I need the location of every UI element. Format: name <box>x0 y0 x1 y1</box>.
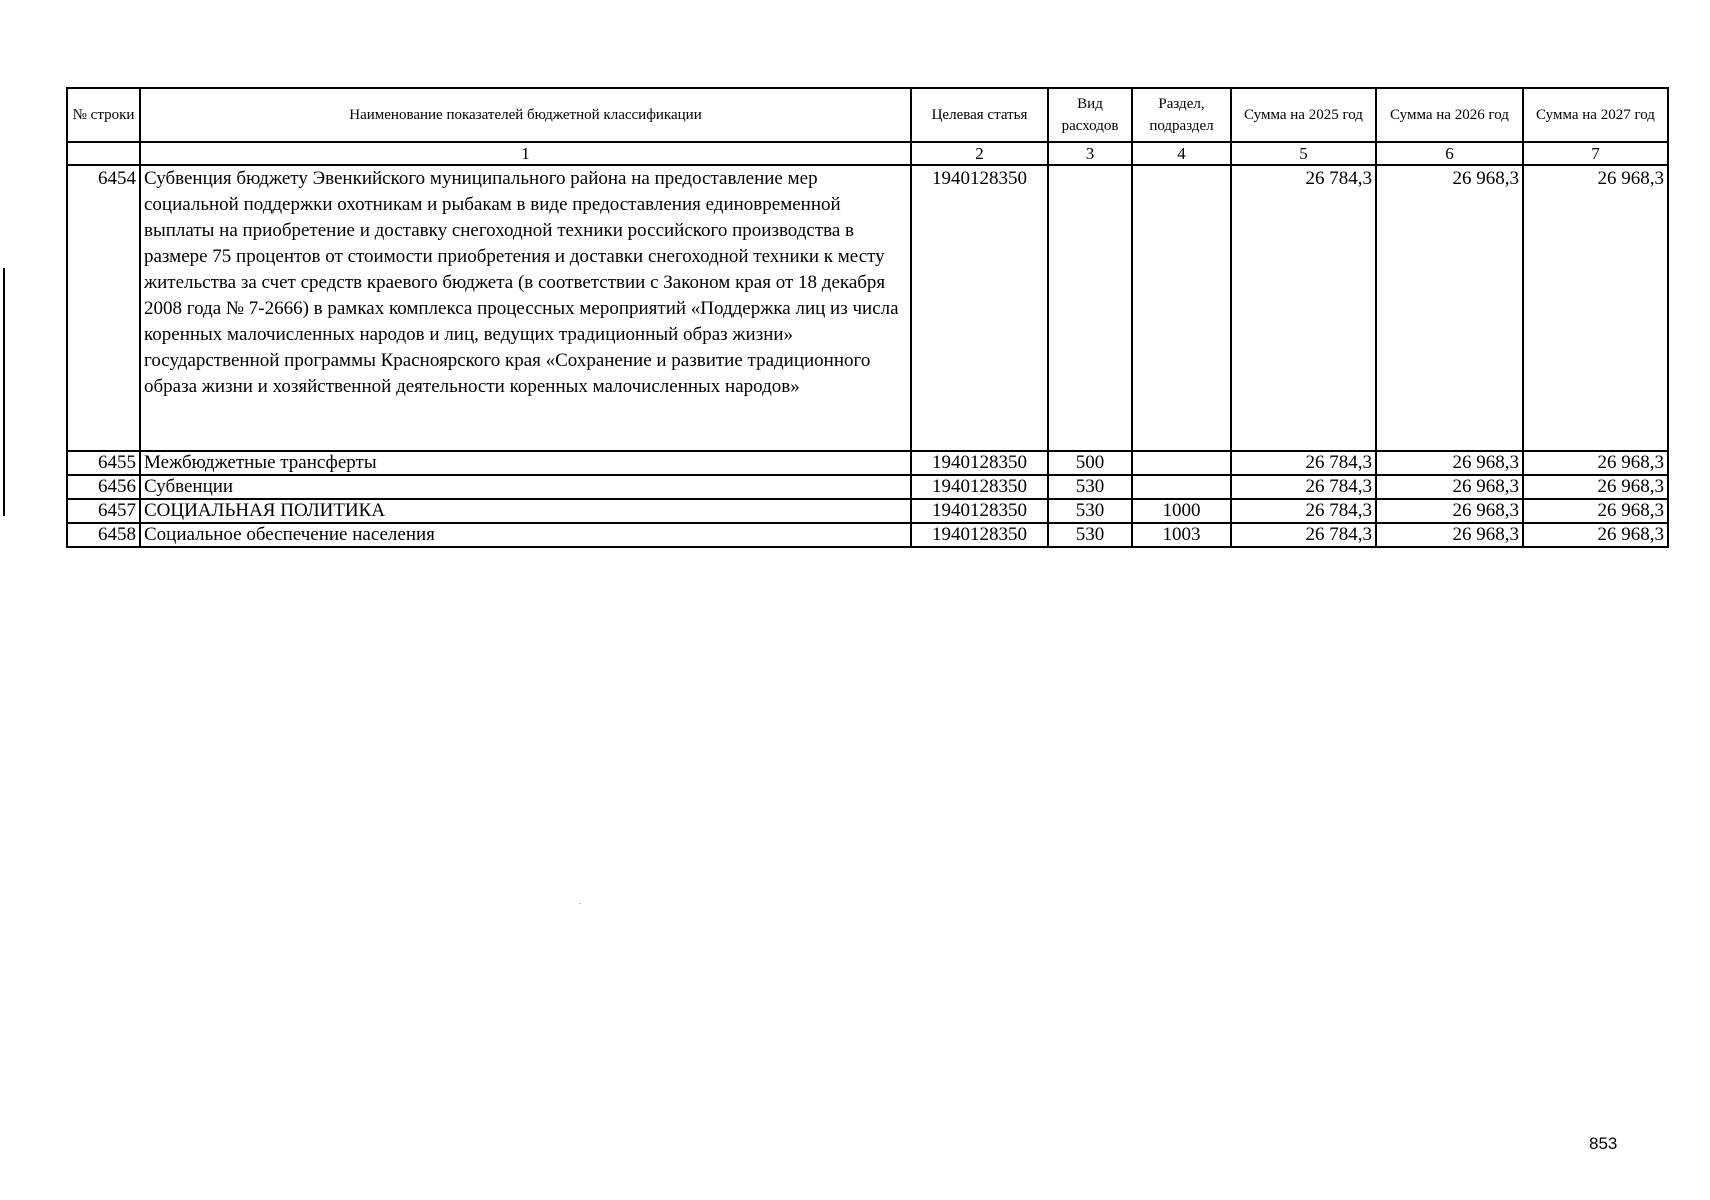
header-section: Раздел, подраздел <box>1132 88 1231 142</box>
table-row <box>67 165 1668 451</box>
header-name: Наименование показателей бюджетной классификации <box>140 88 911 142</box>
expense-type-cell: 530 <box>1048 523 1132 547</box>
table-row <box>67 499 1668 523</box>
row-name-cell: Социальное обеспечение населения <box>140 523 911 547</box>
scan-speck <box>579 903 581 904</box>
header-row-no: № строки <box>67 88 140 142</box>
header-sum-2026: Сумма на 2026 год <box>1376 88 1523 142</box>
expense-type-cell: 500 <box>1048 451 1132 475</box>
target-article-cell: 1940128350 <box>911 523 1048 547</box>
scan-edge-mark <box>3 268 5 516</box>
sum-2025-cell: 26 784,3 <box>1231 451 1376 475</box>
row-number-cell: 6456 <box>67 475 140 499</box>
sum-2027-cell: 26 968,3 <box>1523 523 1668 547</box>
sum-2025-cell: 26 784,3 <box>1231 165 1376 451</box>
sum-2027-cell: 26 968,3 <box>1523 451 1668 475</box>
budget-table <box>66 87 1669 548</box>
row-number-cell: 6457 <box>67 499 140 523</box>
sum-2026-cell: 26 968,3 <box>1376 523 1523 547</box>
sum-2027-cell: 26 968,3 <box>1523 165 1668 451</box>
target-article-cell: 1940128350 <box>911 165 1048 451</box>
sum-2025-cell: 26 784,3 <box>1231 523 1376 547</box>
page-number: 853 <box>1589 1134 1618 1153</box>
header-target-article: Целевая статья <box>911 88 1048 142</box>
sum-2026-cell: 26 968,3 <box>1376 499 1523 523</box>
target-article-cell: 1940128350 <box>911 499 1048 523</box>
table-row <box>67 451 1668 475</box>
target-article-cell: 1940128350 <box>911 451 1048 475</box>
column-number: 6 <box>1376 142 1523 165</box>
expense-type-cell <box>1048 165 1132 451</box>
row-name-cell: Субвенция бюджету Эвенкийского муниципального района на предоставление мер социальной поддержки охотникам и рыбакам в виде предоставления единовременной выплаты на приобретение и доставку снегоходной техники российского производства в размере 75 процентов от стоимости приобретения и доставки снегоходной техники к месту жительства за счет средств краевого бюджета (в соответствии с Законом края от 18 декабря 2008 года № 7-2666) в рамках комплекса процессных мероприятий «Поддержка лиц из числа коренных малочисленных народов и лиц, ведущих традиционный образ жизни» государственной программы Красноярского края «Сохранение и развитие традиционного образа жизни и хозяйственной деятельности коренных малочисленных народов» <box>140 165 911 451</box>
sum-2027-cell: 26 968,3 <box>1523 499 1668 523</box>
expense-type-cell: 530 <box>1048 499 1132 523</box>
column-number: 1 <box>140 142 911 165</box>
column-number-row <box>67 142 1668 165</box>
row-name-cell: Межбюджетные трансферты <box>140 451 911 475</box>
header-expense-type: Вид расходов <box>1048 88 1132 142</box>
sum-2026-cell: 26 968,3 <box>1376 451 1523 475</box>
expense-type-cell: 530 <box>1048 475 1132 499</box>
section-cell: 1000 <box>1132 499 1231 523</box>
header-sum-2027: Сумма на 2027 год <box>1523 88 1668 142</box>
row-number-cell: 6455 <box>67 451 140 475</box>
row-number-cell: 6454 <box>67 165 140 451</box>
sum-2026-cell: 26 968,3 <box>1376 165 1523 451</box>
sum-2025-cell: 26 784,3 <box>1231 475 1376 499</box>
section-cell <box>1132 165 1231 451</box>
section-cell <box>1132 451 1231 475</box>
table-row <box>67 523 1668 547</box>
table-header-row <box>67 88 1668 142</box>
column-number: 7 <box>1523 142 1668 165</box>
header-sum-2025: Сумма на 2025 год <box>1231 88 1376 142</box>
sum-2027-cell: 26 968,3 <box>1523 475 1668 499</box>
column-number: 4 <box>1132 142 1231 165</box>
row-number-cell: 6458 <box>67 523 140 547</box>
row-name-cell: Субвенции <box>140 475 911 499</box>
target-article-cell: 1940128350 <box>911 475 1048 499</box>
row-name-cell: СОЦИАЛЬНАЯ ПОЛИТИКА <box>140 499 911 523</box>
sum-2025-cell: 26 784,3 <box>1231 499 1376 523</box>
table-row <box>67 475 1668 499</box>
column-number: 5 <box>1231 142 1376 165</box>
column-number: 2 <box>911 142 1048 165</box>
section-cell <box>1132 475 1231 499</box>
sum-2026-cell: 26 968,3 <box>1376 475 1523 499</box>
column-number: 3 <box>1048 142 1132 165</box>
section-cell: 1003 <box>1132 523 1231 547</box>
column-number-blank <box>67 142 140 165</box>
